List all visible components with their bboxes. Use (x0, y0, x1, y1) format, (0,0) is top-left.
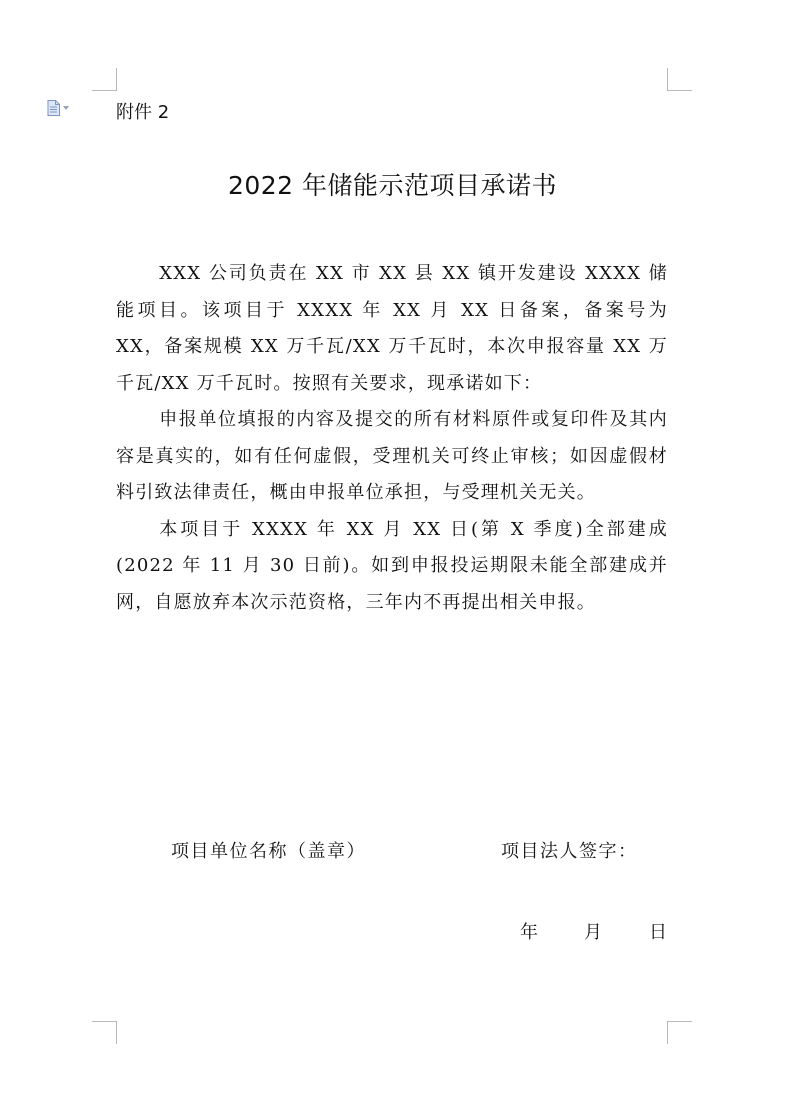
date-day-label: 日 (649, 922, 667, 943)
document-icon (47, 100, 60, 116)
paragraph-commitment-completion: 本项目于 XXXX 年 XX 月 XX 日(第 X 季度)全部建成(2022 年 11 月 30 日前)。如到申报投运期限未能全部建成并网，自愿放弃本次示范资格，三年内不再提出相关申报。 (116, 518, 668, 613)
chevron-down-icon (63, 106, 69, 110)
document-body (116, 256, 668, 621)
crop-mark-top-left (92, 68, 117, 91)
date-month-label: 月 (584, 922, 602, 943)
crop-mark-bottom-left (92, 1021, 117, 1044)
document-nav-button[interactable] (47, 99, 77, 117)
date-year-label: 年 (520, 922, 538, 943)
attachment-label: 附件 2 (116, 102, 170, 123)
crop-mark-bottom-right (667, 1021, 692, 1044)
paragraph-commitment-truth: 申报单位填报的内容及提交的所有材料原件或复印件及其内容是真实的，如有任何虚假，受理机关可终止审核；如因虚假材料引致法律责任，概由申报单位承担，与受理机关无关。 (116, 409, 668, 503)
paragraph-project-info: XXX 公司负责在 XX 市 XX 县 XX 镇开发建设 XXXX 储能项目。该项目于 XXXX 年 XX 月 XX 日备案，备案号为 XX，备案规模 XX 万千瓦/XX 万千瓦时，本次申报容量 XX 万千瓦/XX 万千瓦时。按照有关要求，现承诺如下： (116, 263, 668, 394)
signature-unit-label: 项目单位名称（盖章） (171, 841, 366, 862)
document-title: 2022 年储能示范项目承诺书 (227, 171, 558, 200)
crop-mark-top-right (667, 68, 692, 91)
signature-legal-label: 项目法人签字： (501, 841, 638, 862)
